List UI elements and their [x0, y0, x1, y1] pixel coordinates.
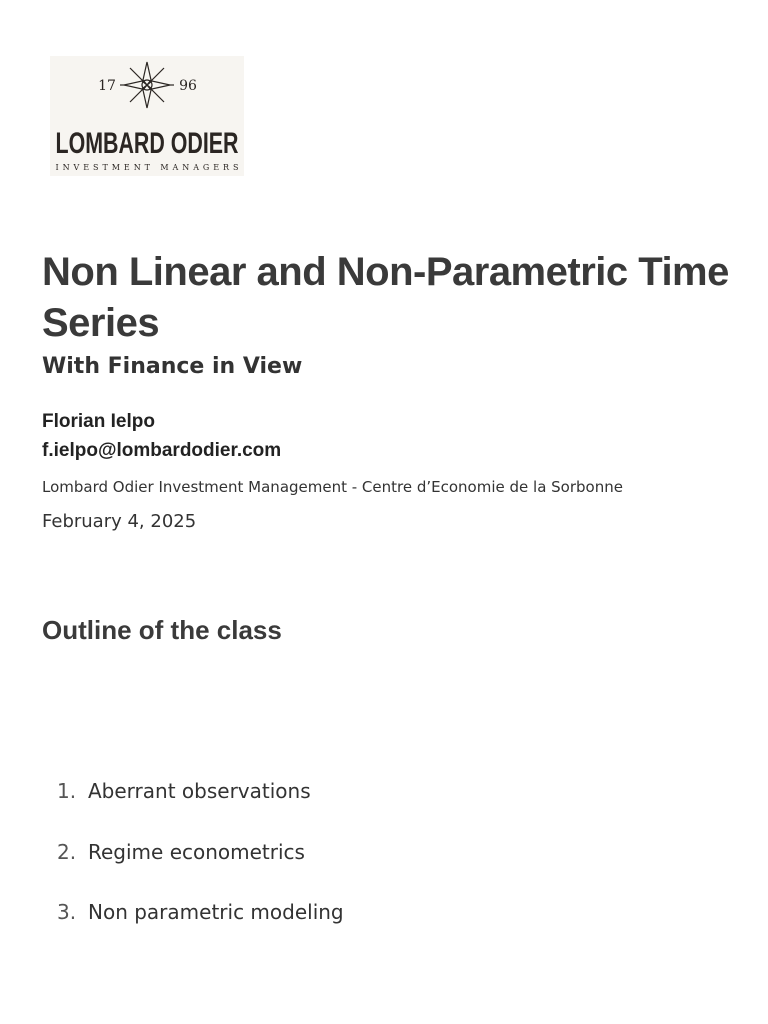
outline-item-number: 3. [57, 900, 77, 924]
logo-name: LOMBARD ODIER [55, 127, 239, 160]
outline-heading: Outline of the class [42, 615, 282, 645]
lombard-odier-logo [50, 56, 244, 176]
logo-year-right: 96 [179, 78, 197, 94]
page-title: Non Linear and Non-Parametric Time Series [42, 250, 729, 345]
page-subtitle: With Finance in View [42, 354, 303, 379]
logo-tagline: INVESTMENT MANAGERS [55, 163, 239, 172]
outline-item-text: Aberrant observations [88, 779, 311, 803]
author-name: Florian Ielpo [42, 411, 155, 432]
outline-item-text: Non parametric modeling [88, 900, 344, 924]
outline-item-number: 1. [57, 779, 77, 803]
compass-star-icon [120, 62, 174, 108]
presentation-date: February 4, 2025 [42, 511, 197, 532]
outline-item-number: 2. [57, 839, 77, 864]
outline-item-text: Regime econometrics [88, 839, 305, 864]
author-email-link[interactable]: f.ielpo@lombardodier.com [42, 440, 282, 461]
logo-year-left: 17 [98, 78, 116, 94]
author-affiliation: Lombard Odier Investment Management - Centre d’Economie de la Sorbonne [42, 478, 623, 496]
